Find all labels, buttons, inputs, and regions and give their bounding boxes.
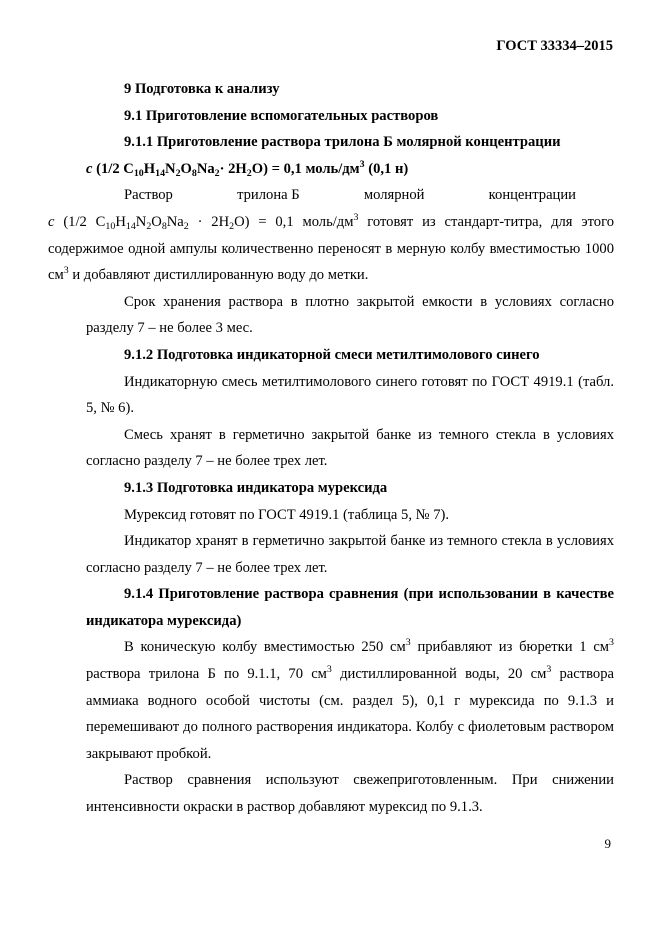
paragraph-9-1-3-1: Мурексид готовят по ГОСТ 4919.1 (таблица 5, № 7). <box>124 506 449 523</box>
paragraph-9-1-4-1: В коническую колбу вместимостью 250 $см^3$ прибавляют из бюретки 1 $см^3$ раствора трилона Б по 9.1.1, 70 $см^3$ дистиллированной воды, 20 $см^3$ раствора аммиака водного особой чистоты (см. раздел 5), 0,1 г мурексида по 9.1.3 и перемешивают до полного растворения индикатора. Колбу с фиолетовым раствором закрывают пробкой. <box>86 637 614 762</box>
paragraph-9-1-4-2: Раствор сравнения используют свежеприготовленным. При снижении интенсивности окраски в раствор добавляют мурексид по 9.1.3. <box>86 772 614 816</box>
section-heading-9: 9 Подготовка к анализу <box>124 81 280 97</box>
paragraph-9-1-1-1: Раствор трилона Б молярной концентрации с (1/2 $C_{10}H_{14}N_2O_8Na_2 \cdot 2H_2O) = 0,1$ моль/$дм^3$ готовят из стандарт-титра, для этого содержимое одной ампулы количественно переносят в мерную колбу вместимостью 1000 $см^3$ и добавляют дистиллированную воду до метки. <box>48 187 614 284</box>
section-heading-9-1-1: 9.1.1 Приготовление раствора трилона Б молярной концентрации с (1/2 $C_{10}H_{14}N_2O_8Na_2\cdot 2H_2O) = 0,1$ моль/$дм^3$ (0,1 н) <box>86 134 561 179</box>
section-heading-9-1-2: 9.1.2 Подготовка индикаторной смеси метилтимолового синего <box>124 346 540 363</box>
paragraph-9-1-2-2: Смесь хранят в герметично закрытой банке из темного стекла в условиях согласно разделу 7 – не более трех лет. <box>86 426 614 470</box>
paragraph-9-1-2-1: Индикаторную смесь метилтимолового синего готовят по ГОСТ 4919.1 (табл. 5, № 6). <box>86 373 614 417</box>
paragraph-9-1-3-2: Индикатор хранят в герметично закрытой банке из темного стекла в условиях согласно разделу 7 – не более трех лет. <box>86 533 614 576</box>
section-heading-9-1-4: 9.1.4 Приготовление раствора сравнения (при использовании в качестве индикатора мурексида) <box>86 586 614 629</box>
page-number: 9 <box>604 836 611 851</box>
paragraph-9-1-1-2: Срок хранения раствора в плотно закрытой емкости в условиях согласно разделу 7 – не более 3 мес. <box>86 293 614 337</box>
document-body <box>48 76 614 821</box>
section-heading-9-1-3: 9.1.3 Подготовка индикатора мурексида <box>124 479 388 496</box>
section-heading-9-1: 9.1 Приготовление вспомогательных растворов <box>124 107 439 124</box>
standard-header: ГОСТ 33334–2015 <box>496 38 613 54</box>
